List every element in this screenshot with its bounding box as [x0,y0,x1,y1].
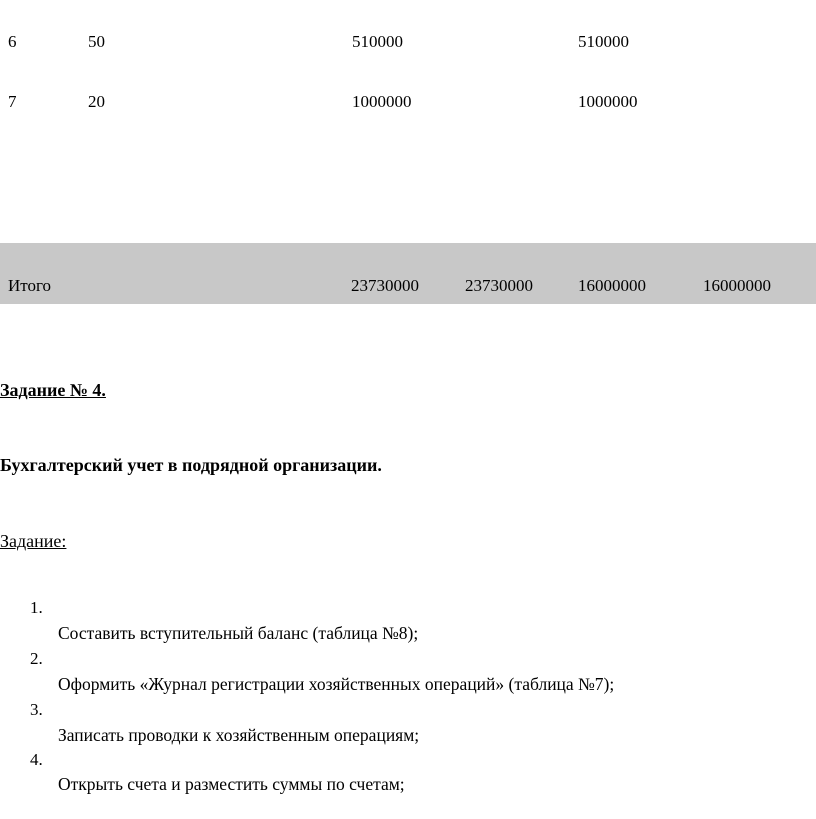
total-value-2: 23730000 [465,276,533,295]
total-value-4: 16000000 [703,276,771,295]
list-item-number: 1. [30,598,43,617]
task-title: Задание № 4. [0,380,106,400]
list-item-number: 4. [30,750,43,769]
list-item-number: 2. [30,649,43,668]
total-value-1: 23730000 [351,276,419,295]
row-number: 6 [8,32,17,51]
row-quantity: 50 [88,32,105,51]
list-item-text: Составить вступительный баланс (таблица №8); [58,623,419,643]
row-quantity: 20 [88,92,105,111]
total-label: Итого [8,276,52,295]
row-value-1: 510000 [352,32,403,51]
row-value-1: 1000000 [352,92,412,111]
list-item-number: 3. [30,700,43,719]
row-value-2: 510000 [578,32,629,51]
row-number: 7 [8,92,17,111]
total-value-3: 16000000 [578,276,646,295]
task-label: Задание: [0,531,67,551]
list-item-text: Записать проводки к хозяйственным операциям; [58,725,420,745]
list-item-text: Открыть счета и разместить суммы по счетам; [58,774,405,794]
row-value-2: 1000000 [578,92,638,111]
task-subtitle: Бухгалтерский учет в подрядной организации. [0,455,382,475]
list-item-text: Оформить «Журнал регистрации хозяйственных операций» (таблица №7); [58,674,615,694]
